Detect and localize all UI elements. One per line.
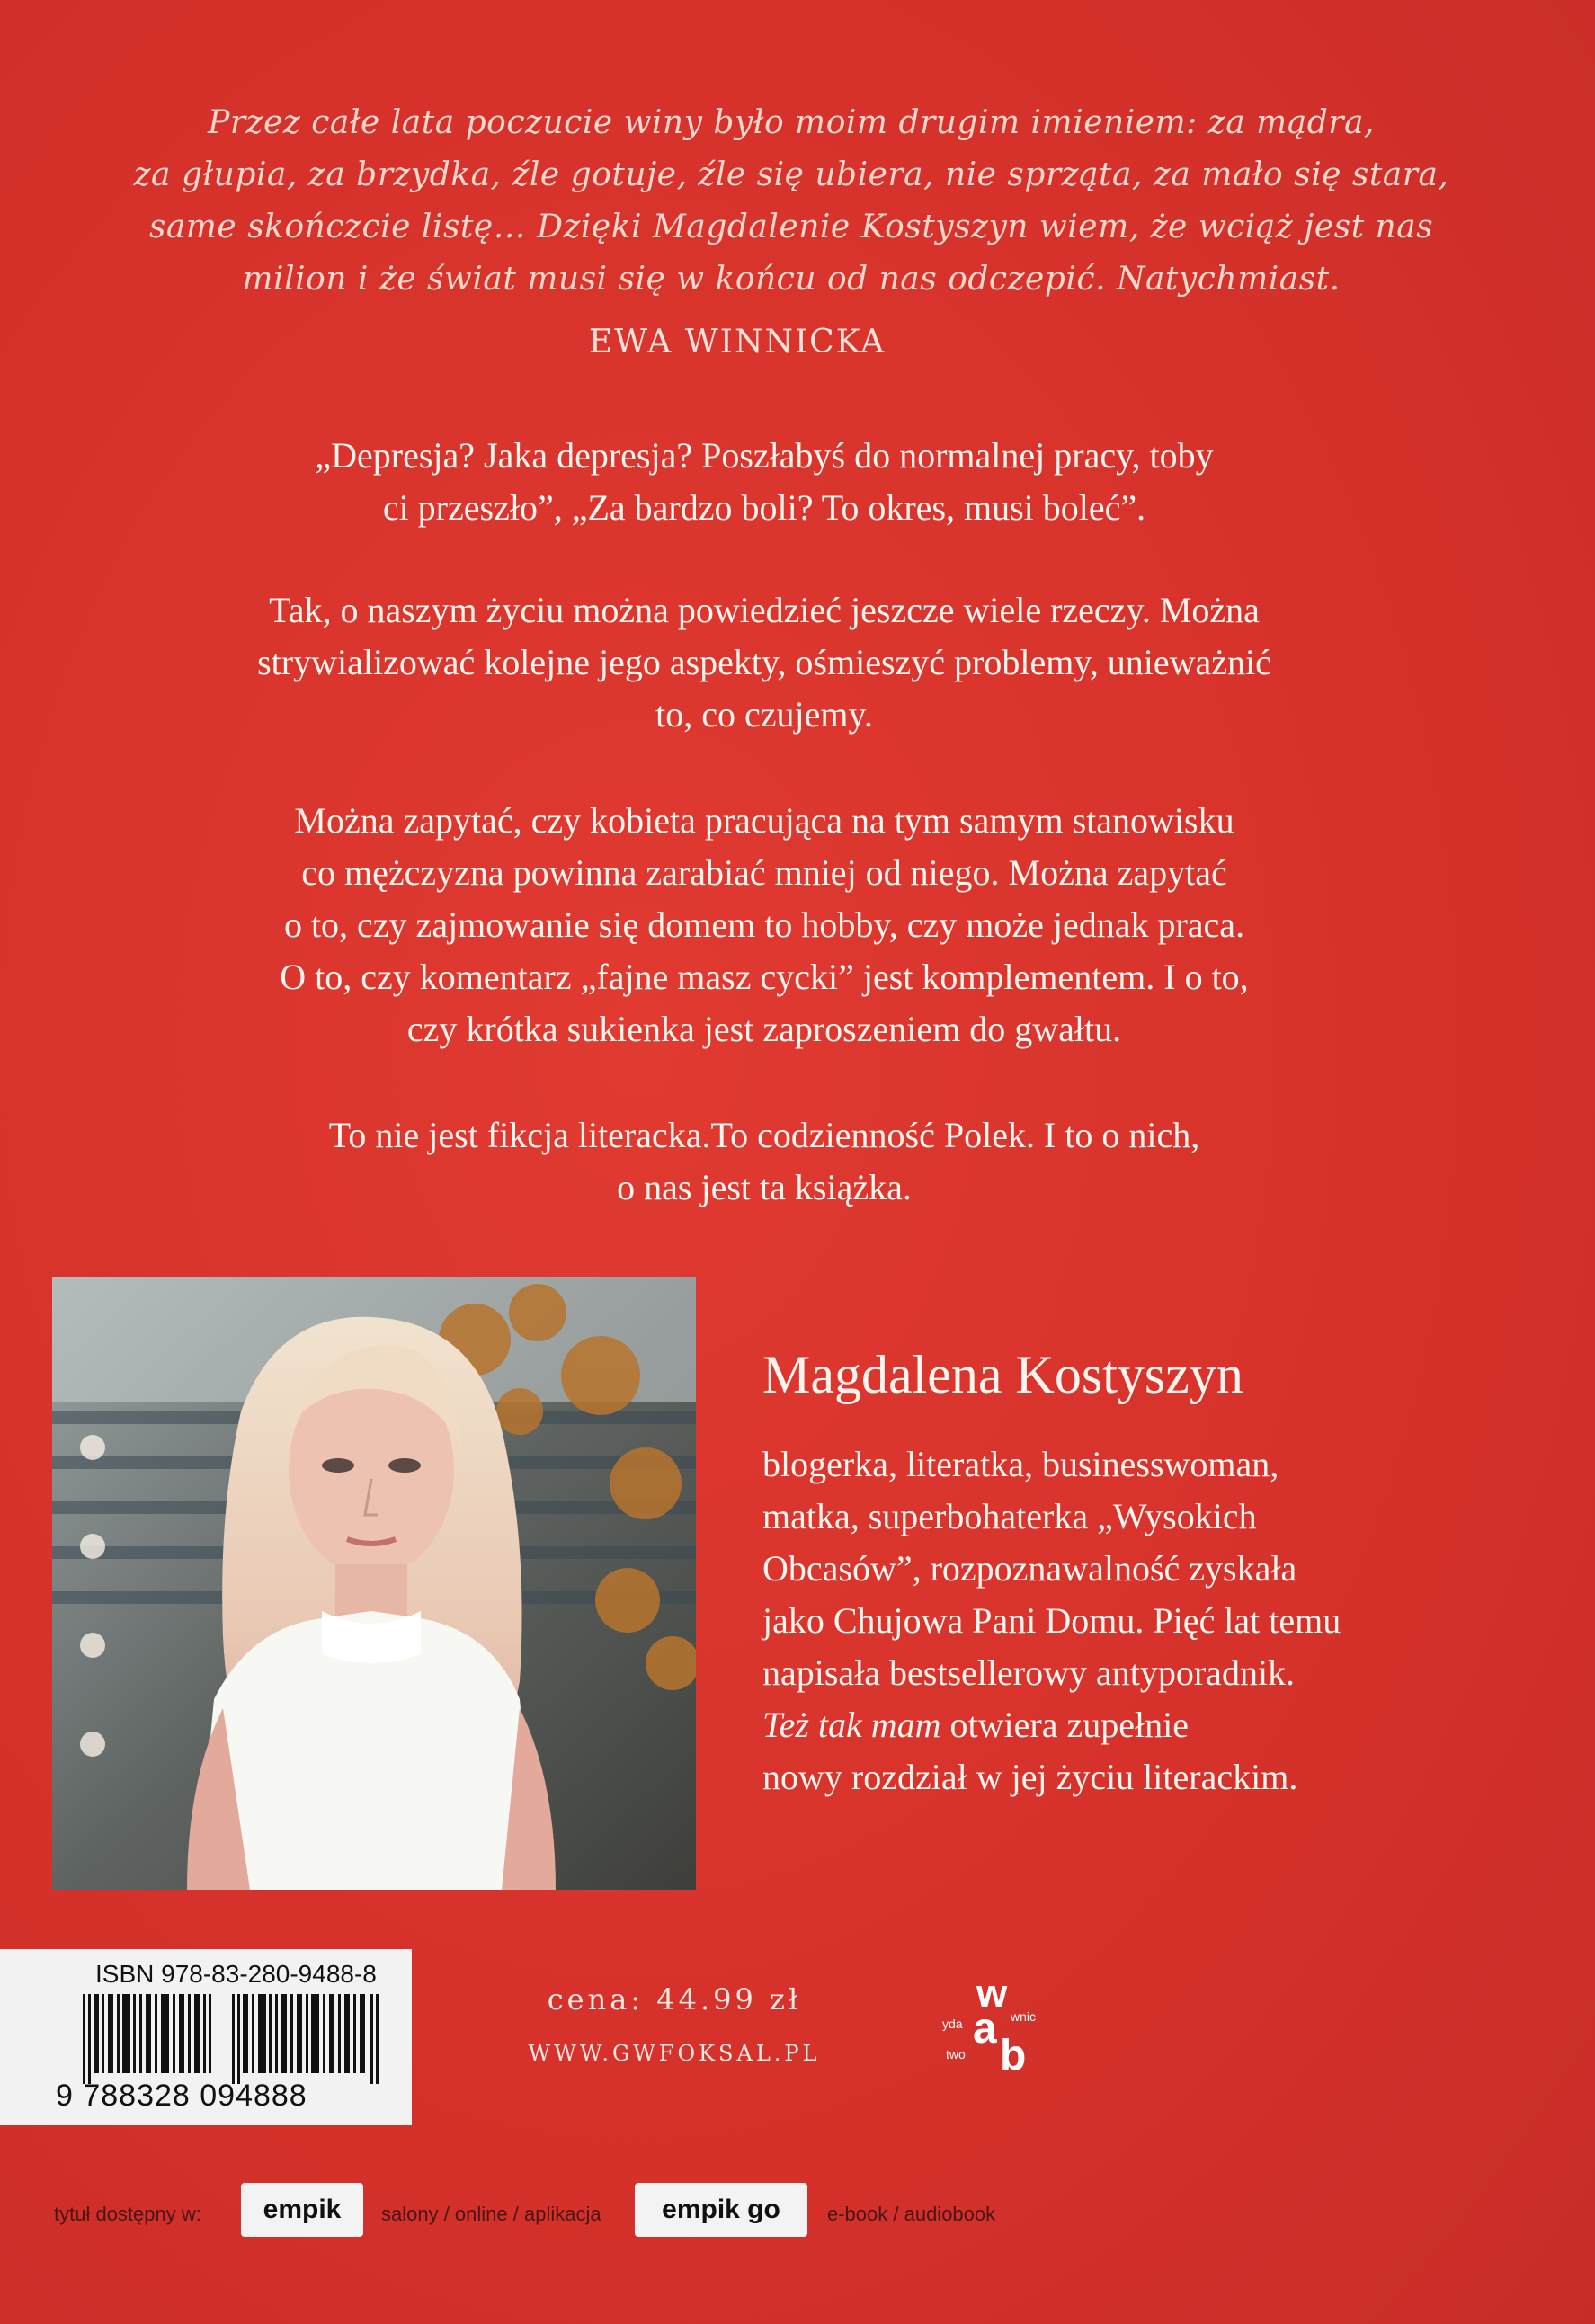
bio-line: Obcasów”, rozpoznawalność zyskała [762, 1548, 1297, 1589]
empik-go-description: e-book / audiobook [827, 2203, 996, 2225]
empik-store-description: salony / online / aplikacja [381, 2203, 601, 2225]
logo-small-text: two [946, 2047, 966, 2061]
quote-attribution: EWA WINNICKA [588, 324, 887, 361]
bio-line: matka, superbohaterka „Wysokich [762, 1496, 1257, 1536]
paragraph-3 [90, 795, 1439, 1055]
quote-line: Przez całe lata poczucie winy było moim drugim imieniem: za mądra, [208, 104, 1375, 141]
barcode-bars [83, 1994, 388, 2084]
price: cena: 44.99 zł [547, 1982, 802, 2017]
paragraph-line: Tak, o naszym życiu można powiedzieć jeszcze wiele rzeczy. Można [269, 590, 1260, 630]
author-bio [762, 1438, 1536, 1803]
quote-line: milion i że świat musi się w końcu od nas odczepić. Natychmiast. [242, 261, 1341, 298]
bio-line: jako Chujowa Pani Domu. Pięć lat temu [762, 1600, 1341, 1641]
paragraph-line: O to, czy komentarz „fajne masz cycki” jest komplementem. I o to, [280, 957, 1249, 997]
paragraph-1 [90, 430, 1439, 534]
empik-store-badge[interactable]: empik [241, 2183, 363, 2237]
paragraph-4 [90, 1109, 1439, 1214]
isbn-barcode [0, 1949, 412, 2125]
logo-small-text: yda [942, 2017, 963, 2031]
paragraph-line: To nie jest fikcja literacka.To codzienność Polek. I to o nich, [328, 1115, 1200, 1155]
paragraph-line: strywializować kolejne jego aspekty, ośmieszyć problemy, unieważnić [257, 642, 1271, 682]
paragraph-line: „Depresja? Jaka depresja? Poszłabyś do normalnej pracy, toby [315, 435, 1214, 476]
paragraph-2 [90, 584, 1439, 741]
paragraph-line: o nas jest ta książka. [617, 1167, 912, 1207]
paragraph-line: o to, czy zajmowanie się domem to hobby, czy może jednak praca. [283, 904, 1245, 945]
paragraph-line: Można zapytać, czy kobieta pracująca na tym samym stanowisku [294, 800, 1234, 841]
endorsement-quote [99, 97, 1484, 306]
isbn-label: ISBN 978-83-280-9488-8 [95, 1960, 377, 1988]
paragraph-line: czy krótka sukienka jest zaproszeniem do gwałtu. [406, 1009, 1122, 1049]
bio-line: napisała bestsellerowy antyporadnik. [762, 1652, 1296, 1693]
logo-small-text: wnic [1011, 2009, 1037, 2024]
isbn-digits: 9 788328 094888 [56, 2079, 307, 2113]
logo-letter-b: b [1000, 2032, 1027, 2077]
empik-go-badge[interactable]: empik go [635, 2183, 807, 2237]
author-name: Magdalena Kostyszyn [762, 1345, 1243, 1404]
author-photo [52, 1277, 696, 1890]
quote-line: same skończcie listę… Dzięki Magdalenie Kostyszyn wiem, że wciąż jest nas [148, 209, 1434, 245]
paragraph-line: ci przeszło”, „Za bardzo boli? To okres, musi boleć”. [382, 487, 1146, 528]
bio-line: nowy rozdział w jej życiu literackim. [762, 1757, 1298, 1797]
paragraph-line: to, co czujemy. [655, 694, 873, 735]
publisher-logo-mark [933, 1969, 1059, 2077]
availability-footer [0, 2183, 1595, 2237]
quote-line: za głupia, za brzydka, źle gotuje, źle się ubiera, nie sprząta, za mało się stara, [133, 156, 1449, 193]
logo-letter-w: w [976, 1972, 1008, 2016]
paragraph-line: co mężczyzna powinna zarabiać mniej od niego. Można zapytać [301, 852, 1227, 893]
author-portrait-illustration [52, 1277, 696, 1890]
bio-line [762, 1699, 1536, 1751]
available-label: tytuł dostępny w: [54, 2203, 201, 2225]
bio-text: otwiera zupełnie [940, 1705, 1189, 1745]
bio-line: blogerka, literatka, businesswoman, [762, 1444, 1279, 1484]
book-title: Też tak mam [762, 1705, 941, 1745]
publisher-website[interactable]: WWW.GWFOKSAL.PL [528, 2041, 821, 2066]
publisher-logo [933, 1969, 1059, 2077]
logo-letter-a: a [973, 2005, 997, 2052]
